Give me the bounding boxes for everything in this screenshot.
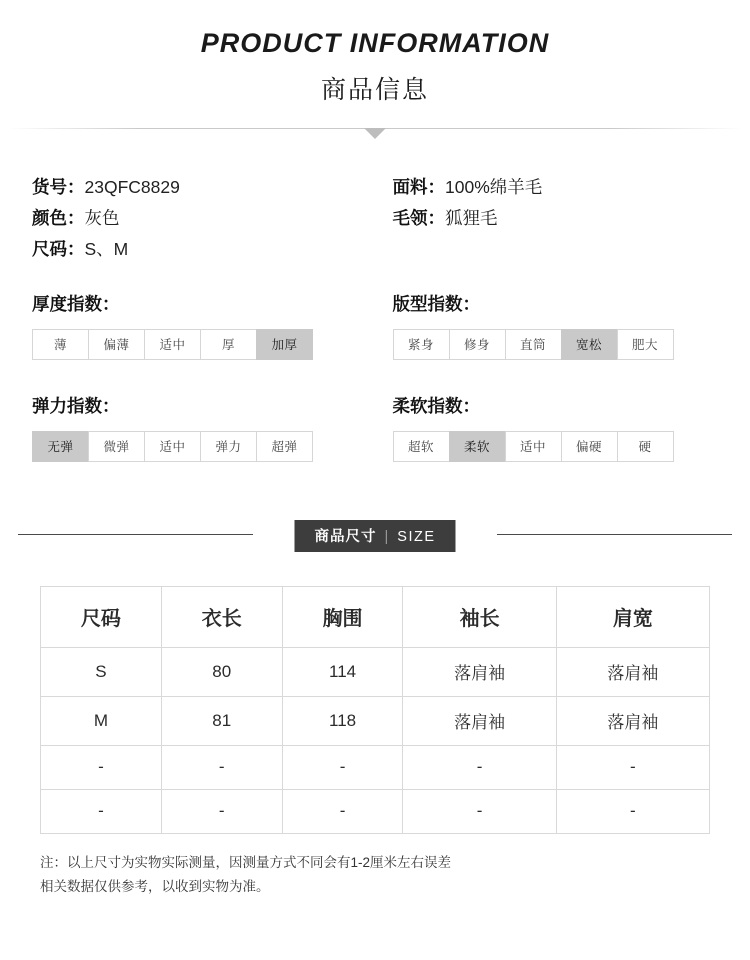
table-header-cell: 肩宽 <box>556 587 709 648</box>
info-label: 面料： <box>392 177 445 197</box>
caret-down-icon <box>364 128 386 139</box>
table-header-cell: 衣长 <box>161 587 282 648</box>
softness-scale <box>393 431 721 462</box>
table-cell: 落肩袖 <box>556 648 709 697</box>
table-cell: - <box>41 746 162 790</box>
size-section-banner <box>0 520 750 548</box>
table-cell: - <box>403 746 556 790</box>
size-tag-label-cn: 商品尺寸 <box>314 529 377 545</box>
table-row <box>41 746 710 790</box>
header-divider <box>0 128 750 150</box>
table-header-cell: 尺码 <box>41 587 162 648</box>
table-row <box>41 648 710 697</box>
size-tag-label-en: SIZE <box>397 529 436 545</box>
scale-option[interactable]: 弹力 <box>200 431 256 462</box>
table-cell: - <box>282 746 403 790</box>
scale-option-selected[interactable]: 无弹 <box>32 431 88 462</box>
table-cell: - <box>161 790 282 834</box>
index-block-thickness <box>32 291 360 360</box>
index-title: 弹力指数： <box>32 396 120 416</box>
index-title: 柔软指数： <box>392 396 480 416</box>
table-cell: - <box>282 790 403 834</box>
table-cell: 落肩袖 <box>403 697 556 746</box>
scale-option[interactable]: 薄 <box>32 329 88 360</box>
scale-option[interactable]: 适中 <box>144 329 200 360</box>
product-info-right-column <box>360 172 721 265</box>
scale-option[interactable]: 超弹 <box>256 431 313 462</box>
table-header-cell: 袖长 <box>403 587 556 648</box>
table-cell: S <box>41 648 162 697</box>
index-block-softness <box>360 393 721 462</box>
size-notes <box>40 851 750 899</box>
table-cell: M <box>41 697 162 746</box>
table-cell: 114 <box>282 648 403 697</box>
size-tag <box>294 520 455 552</box>
scale-option[interactable]: 微弹 <box>88 431 144 462</box>
info-value: S、M <box>84 239 129 259</box>
table-cell: - <box>556 790 709 834</box>
page-header <box>0 0 750 106</box>
table-row <box>41 697 710 746</box>
index-row-bottom <box>32 393 720 462</box>
index-title: 厚度指数： <box>32 294 120 314</box>
scale-option[interactable]: 直筒 <box>505 329 561 360</box>
table-cell: 落肩袖 <box>556 697 709 746</box>
table-cell: 80 <box>161 648 282 697</box>
table-cell: 81 <box>161 697 282 746</box>
info-value: 灰色 <box>84 208 120 228</box>
scale-option[interactable]: 适中 <box>505 431 561 462</box>
info-value: 狐狸毛 <box>445 208 498 228</box>
info-row <box>32 172 360 203</box>
table-cell: - <box>41 790 162 834</box>
scale-option[interactable]: 紧身 <box>393 329 449 360</box>
scale-option[interactable]: 适中 <box>144 431 200 462</box>
table-cell: - <box>556 746 709 790</box>
info-value: 23QFC8829 <box>84 177 180 197</box>
size-tag-separator: | <box>384 529 390 545</box>
table-cell: 落肩袖 <box>403 648 556 697</box>
index-sections <box>0 291 750 462</box>
info-label: 颜色： <box>32 208 85 228</box>
size-table <box>40 586 710 834</box>
table-cell: - <box>403 790 556 834</box>
table-cell: 118 <box>282 697 403 746</box>
scale-option[interactable]: 超软 <box>393 431 449 462</box>
table-header-row <box>41 587 710 648</box>
index-block-elasticity <box>32 393 360 462</box>
thickness-scale <box>32 329 360 360</box>
info-row <box>32 234 360 265</box>
scale-option[interactable]: 厚 <box>200 329 256 360</box>
banner-line-right <box>497 534 732 535</box>
size-table-wrap <box>40 586 710 834</box>
note-line: 相关数据仅供参考，以收到实物为准。 <box>40 879 270 894</box>
scale-option-selected[interactable]: 宽松 <box>561 329 617 360</box>
elasticity-scale <box>32 431 360 462</box>
page-title-cn: 商品信息 <box>320 76 429 104</box>
scale-option-selected[interactable]: 柔软 <box>449 431 505 462</box>
scale-option[interactable]: 肥大 <box>617 329 674 360</box>
table-cell: - <box>161 746 282 790</box>
index-row-top <box>32 291 720 360</box>
product-info-left-column <box>32 172 360 265</box>
info-label: 毛领： <box>392 208 445 228</box>
info-row <box>393 172 721 203</box>
info-label: 尺码： <box>32 239 85 259</box>
fit-scale <box>393 329 721 360</box>
page-title-en: PRODUCT INFORMATION <box>200 28 550 58</box>
info-value: 100%绵羊毛 <box>445 177 543 197</box>
scale-option[interactable]: 硬 <box>617 431 674 462</box>
note-line: 注：以上尺寸为实物实际测量，因测量方式不同会有1-2厘米左右误差 <box>40 855 452 870</box>
info-row <box>393 203 721 234</box>
product-info-block <box>0 172 750 265</box>
scale-option[interactable]: 偏薄 <box>88 329 144 360</box>
index-block-fit <box>360 291 721 360</box>
info-label: 货号： <box>32 177 85 197</box>
banner-line-left <box>18 534 253 535</box>
scale-option[interactable]: 偏硬 <box>561 431 617 462</box>
table-row <box>41 790 710 834</box>
table-header-cell: 胸围 <box>282 587 403 648</box>
info-row <box>32 203 360 234</box>
scale-option[interactable]: 修身 <box>449 329 505 360</box>
scale-option-selected[interactable]: 加厚 <box>256 329 313 360</box>
index-title: 版型指数： <box>392 294 480 314</box>
